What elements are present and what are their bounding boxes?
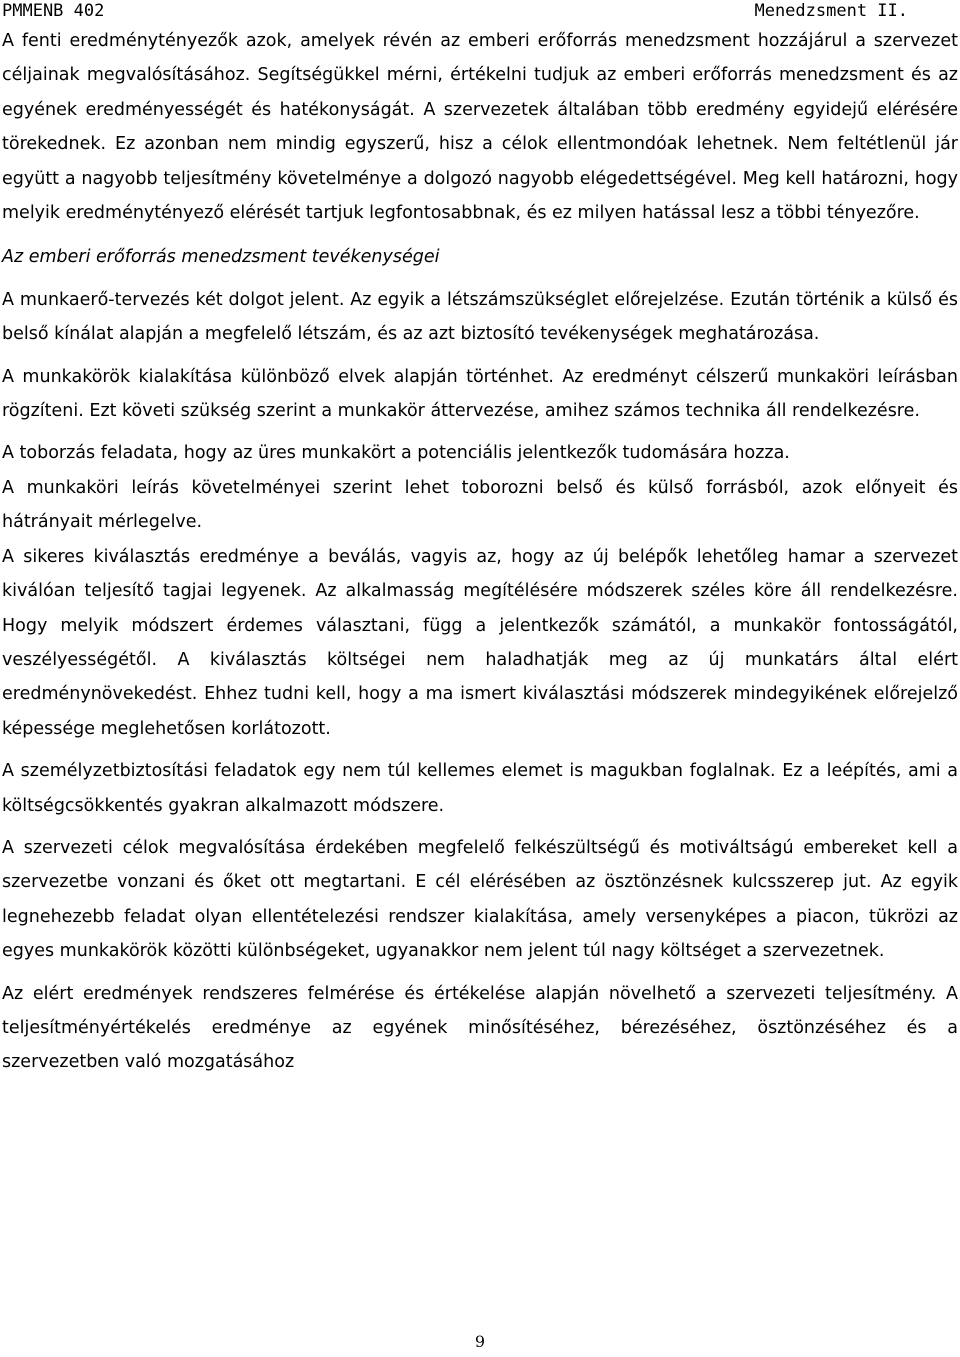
paragraph-teljesitmenyertekeles: Az elért eredmények rendszeres felmérése és értékelése alapján növelhető a szervezeti teljesítmény. A teljesítményértékelés eredménye az egyének minősítéséhez, bérezéséhez, ösztönzéséhez és a szervezetben való mozgatásához (2, 983, 958, 1073)
paragraph-munkaero-tervezes: A munkaerő-tervezés két dolgot jelent. Az egyik a létszámszükséglet előrejelzése. Ezután történik a külső és belső kínálat alapján a megfelelő létszám, és az azt biztosító tevékenységek meghatározása. (2, 289, 958, 345)
paragraph-leepites: A személyzetbiztosítási feladatok egy nem túl kellemes elemet is magukban foglalnak. Ez a leépítés, ami a költségcsökkentés gyakran alkalmazott módszere. (2, 761, 958, 816)
section-heading: Az emberi erőforrás menedzsment tevékenységei (2, 247, 440, 268)
paragraph-osztonzes: A szervezeti célok megvalósítása érdekében megfelelő felkészültségű és motiváltságú embereket kell a szervezetbe vonzani és őket ott megtartani. E cél elérésében az ösztönzésnek kulcsszerep jut. Az egyik legnehezebb feladat olyan ellentételezési rendszer kialakítása, amely versenyképes a piacon, tükrözi az egyes munkakörök közötti különbségeket, ugyanakkor nem jelent túl nagy költséget a szervezetnek. (2, 837, 958, 962)
paragraph-munkakorok: A munkakörök kialakítása különböző elvek alapján történhet. Az eredményt célszerű munkaköri leírásban rögzíteni. Ezt követi szükség szerint a munkakör áttervezése, amihez számos technika áll rendelkezésre. (2, 366, 958, 422)
paragraph-toborzas: A toborzás feladata, hogy az üres munkakört a potenciális jelentkezők tudomására hozza. (2, 443, 790, 464)
paragraph-eredmenytenyezok: A fenti eredménytényezők azok, amelyek révén az emberi erőforrás menedzsment hozzájárul a szervezet céljainak megvalósításához. Segítségükkel mérni, értékelni tudjuk az emberi erőforrás menedzsment és az egyének eredményességét és hatékonyságát. A szervezetek általában több eredmény egyidejű elérésére törekednek. Ez azonban nem mindig egyszerű, hisz a célok ellentmondóak lehetnek. Nem feltétlenül jár együtt a nagyobb teljesítmény követelménye a dolgozó nagyobb elégedettségével. Meg kell határozni, hogy melyik eredménytényező elérését tartjuk legfontosabbnak, és ez milyen hatással lesz a többi tényezőre. (2, 31, 958, 224)
header-course-title: Menedzsment II. (754, 1, 908, 21)
paragraph-kivalasztas: A sikeres kiválasztás eredménye a beválás, vagyis az, hogy az új belépők lehetőleg hamar a szervezet kiválóan teljesítő tagjai legyenek. Az alkalmasság megítélésére módszerek széles köre áll rendelkezésre. Hogy melyik módszert érdemes választani, függ a jelentkezők számától, a munkakör fontosságától, veszélyességétől. A kiválasztás költségei nem haladhatják meg az új munkatárs által elért eredménynövekedést. Ehhez tudni kell, hogy a ma ismert kiválasztási módszerek mindegyikének előrejelző képessége meglehetősen korlátozott. (2, 546, 958, 739)
page-number: 9 (474, 1332, 486, 1351)
header-course-code: PMMENB 402 (2, 1, 105, 21)
running-header (0, 0, 908, 22)
body-text (2, 24, 958, 1080)
paragraph-munkakori-leiras: A munkaköri leírás követelményei szerint lehet toborozni belső és külső forrásból, azok előnyeit és hátrányait mérlegelve. (2, 477, 958, 533)
